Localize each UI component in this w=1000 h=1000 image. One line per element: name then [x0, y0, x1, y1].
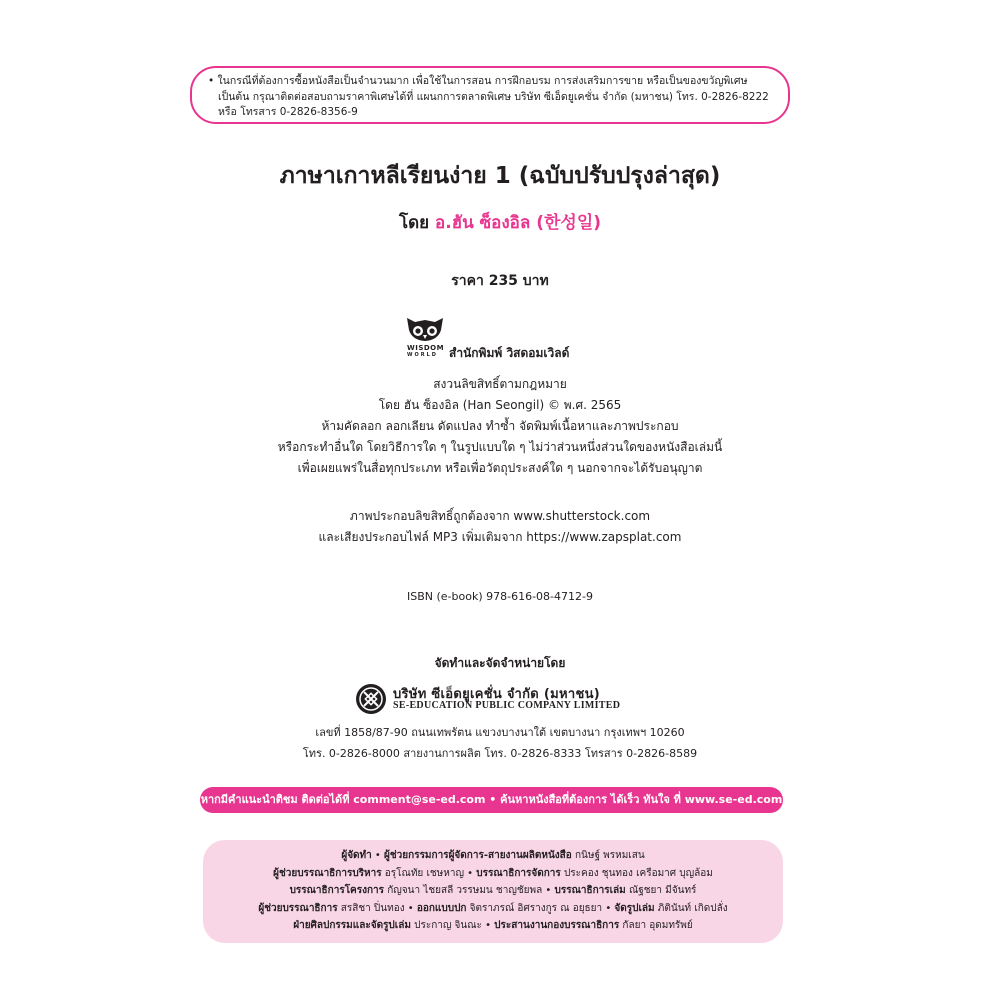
- book-price: ราคา 235 บาท: [451, 273, 549, 289]
- staff-name: จิตราภรณ์ อิศรางกูร ณ อยุธยา: [466, 902, 603, 914]
- staff-name: อรุโณทัย เชษหาญ: [381, 867, 464, 879]
- company-name-english: SE-EDUCATION PUBLIC COMPANY LIMITED: [393, 700, 621, 711]
- address-line: เลขที่ 1858/87-90 ถนนเทพรัตน แขวงบางนาใต้ เขตบางนา กรุงเทพฯ 10260: [315, 726, 685, 739]
- staff-name: ภิตินันท์ เกิดปลั่ง: [654, 902, 728, 914]
- credit-line: และเสียงประกอบไฟล์ MP3 เพิ่มเติมจาก https://www.zapsplat.com: [318, 530, 682, 544]
- company-address: [0, 722, 1000, 764]
- copyright-line: เพื่อเผยแพร่ในสื่อทุกประเภท หรือเพื่อวัตถุประสงค์ใด ๆ นอกจากจะได้รับอนุญาต: [297, 461, 703, 475]
- staff-credits: [203, 840, 783, 943]
- bullet-separator: •: [404, 902, 417, 914]
- bullet-separator: •: [463, 867, 477, 879]
- distribution-heading: จัดทำและจัดจำหน่ายโดย: [434, 656, 566, 670]
- logo-subword: WORLD: [407, 352, 438, 358]
- se-ed-logo-icon: [355, 683, 387, 715]
- contact-banner: หากมีคำแนะนำติชม ติดต่อได้ที่ comment@se-ed.com • ค้นหาหนังสือที่ต้องการ ได้เร็ว ทันใจ ที่ www.se-ed.com: [200, 787, 783, 813]
- staff-name: ประกาญ จินณะ: [410, 920, 482, 931]
- publisher-logo-wordmark: [407, 344, 444, 358]
- owl-logo-icon: [405, 314, 445, 344]
- book-title: ภาษาเกาหลีเรียนง่าย 1 (ฉบับปรับปรุงล่าสุด): [279, 163, 721, 189]
- copyright-line: โดย ฮัน ซ็องอิล (Han Seongil) © พ.ศ. 2565: [378, 398, 622, 412]
- staff-role: ฝ่ายศิลปกรรมและจัดรูปเล่ม: [293, 920, 411, 931]
- media-credits: [0, 506, 1000, 548]
- staff-name: กัลยา อุดมทรัพย์: [619, 920, 693, 931]
- bullet-separator: •: [602, 902, 615, 914]
- staff-credit-line: [207, 882, 779, 900]
- company-name-thai: บริษัท ซีเอ็ดยูเคชั่น จำกัด (มหาชน): [393, 687, 600, 702]
- staff-name: ณัฐชยา มีจันทร์: [625, 885, 697, 896]
- isbn: ISBN (e-book) 978-616-08-4712-9: [407, 590, 593, 603]
- staff-name: ประคอง ชุนทอง เครือมาศ บุญล้อม: [560, 867, 713, 879]
- bulk-order-notice: [190, 66, 790, 124]
- staff-name: กนิษฐ์ พรหมเสน: [571, 850, 645, 861]
- staff-role: ผู้ช่วยบรรณาธิการบริหาร: [273, 867, 382, 879]
- copyright-line: ห้ามคัดลอก ลอกเลียน ดัดแปลง ทำซ้ำ จัดพิมพ์เนื้อหาและภาพประกอบ: [321, 419, 679, 433]
- staff-name: กัญจนา ไชยสลี วรรษมน ชาญชัยพล: [384, 885, 543, 896]
- bullet-separator: •: [542, 885, 555, 896]
- book-author: [0, 208, 1000, 236]
- copyright-line: สงวนลิขสิทธิ์ตามกฎหมาย: [433, 377, 567, 391]
- distributor-company: [355, 683, 675, 719]
- staff-role: บรรณาธิการจัดการ: [476, 867, 561, 879]
- publisher-name: สำนักพิมพ์ วิสดอมเวิลด์: [449, 346, 570, 360]
- staff-role: ออกแบบปก: [416, 902, 467, 914]
- author-korean-name: (한성일): [536, 213, 602, 233]
- copyright-notice: [0, 374, 1000, 479]
- publisher-imprint: [405, 314, 665, 358]
- staff-role: จัดรูปเล่ม: [614, 902, 655, 914]
- bullet-separator: •: [371, 850, 385, 861]
- notice-line: เป็นต้น กรุณาติดต่อสอบถามราคาพิเศษได้ที่ แผนกการตลาดพิเศษ บริษัท ซีเอ็ดยูเคชั่น จำกัด (มหาชน) โทร. 0-2826-8222: [218, 90, 769, 103]
- author-name: อ.ฮัน ซ็องอิล: [435, 213, 531, 233]
- staff-role: ประสานงานกองบรรณาธิการ: [494, 920, 620, 931]
- staff-role: บรรณาธิการเล่ม: [554, 885, 626, 896]
- staff-role: ผู้ช่วยบรรณาธิการ: [258, 902, 338, 914]
- staff-credit-line: [207, 900, 779, 918]
- staff-credit-line: [207, 847, 779, 865]
- notice-line: หรือ โทรสาร 0-2826-8356-9: [218, 106, 358, 118]
- staff-role: ผู้ช่วยกรรมการผู้จัดการ-สายงานผลิตหนังสือ: [384, 850, 572, 861]
- staff-role: ผู้จัดทำ: [341, 850, 372, 861]
- staff-credit-line: [207, 917, 779, 935]
- copyright-line: หรือกระทำอื่นใด โดยวิธีการใด ๆ ในรูปแบบใด ๆ ไม่ว่าส่วนหนึ่งส่วนใดของหนังสือเล่มนี้: [277, 440, 723, 454]
- credit-line: ภาพประกอบลิขสิทธิ์ถูกต้องจาก www.shutterstock.com: [349, 509, 651, 523]
- author-prefix: โดย: [398, 213, 430, 233]
- staff-role: บรรณาธิการโครงการ: [289, 885, 385, 896]
- notice-line: • ในกรณีที่ต้องการซื้อหนังสือเป็นจำนวนมาก เพื่อใช้ในการสอน การฝึกอบรม การส่งเสริมการขาย หรือเป็นของขวัญพิเศษ: [208, 75, 748, 87]
- staff-credit-line: [207, 865, 779, 883]
- staff-name: สรสิชา ปิ่นทอง: [337, 902, 405, 914]
- address-line: โทร. 0-2826-8000 สายงานการผลิต โทร. 0-2826-8333 โทรสาร 0-2826-8589: [302, 747, 698, 760]
- logo-word: WISDOM: [407, 344, 445, 352]
- bullet-separator: •: [481, 920, 495, 931]
